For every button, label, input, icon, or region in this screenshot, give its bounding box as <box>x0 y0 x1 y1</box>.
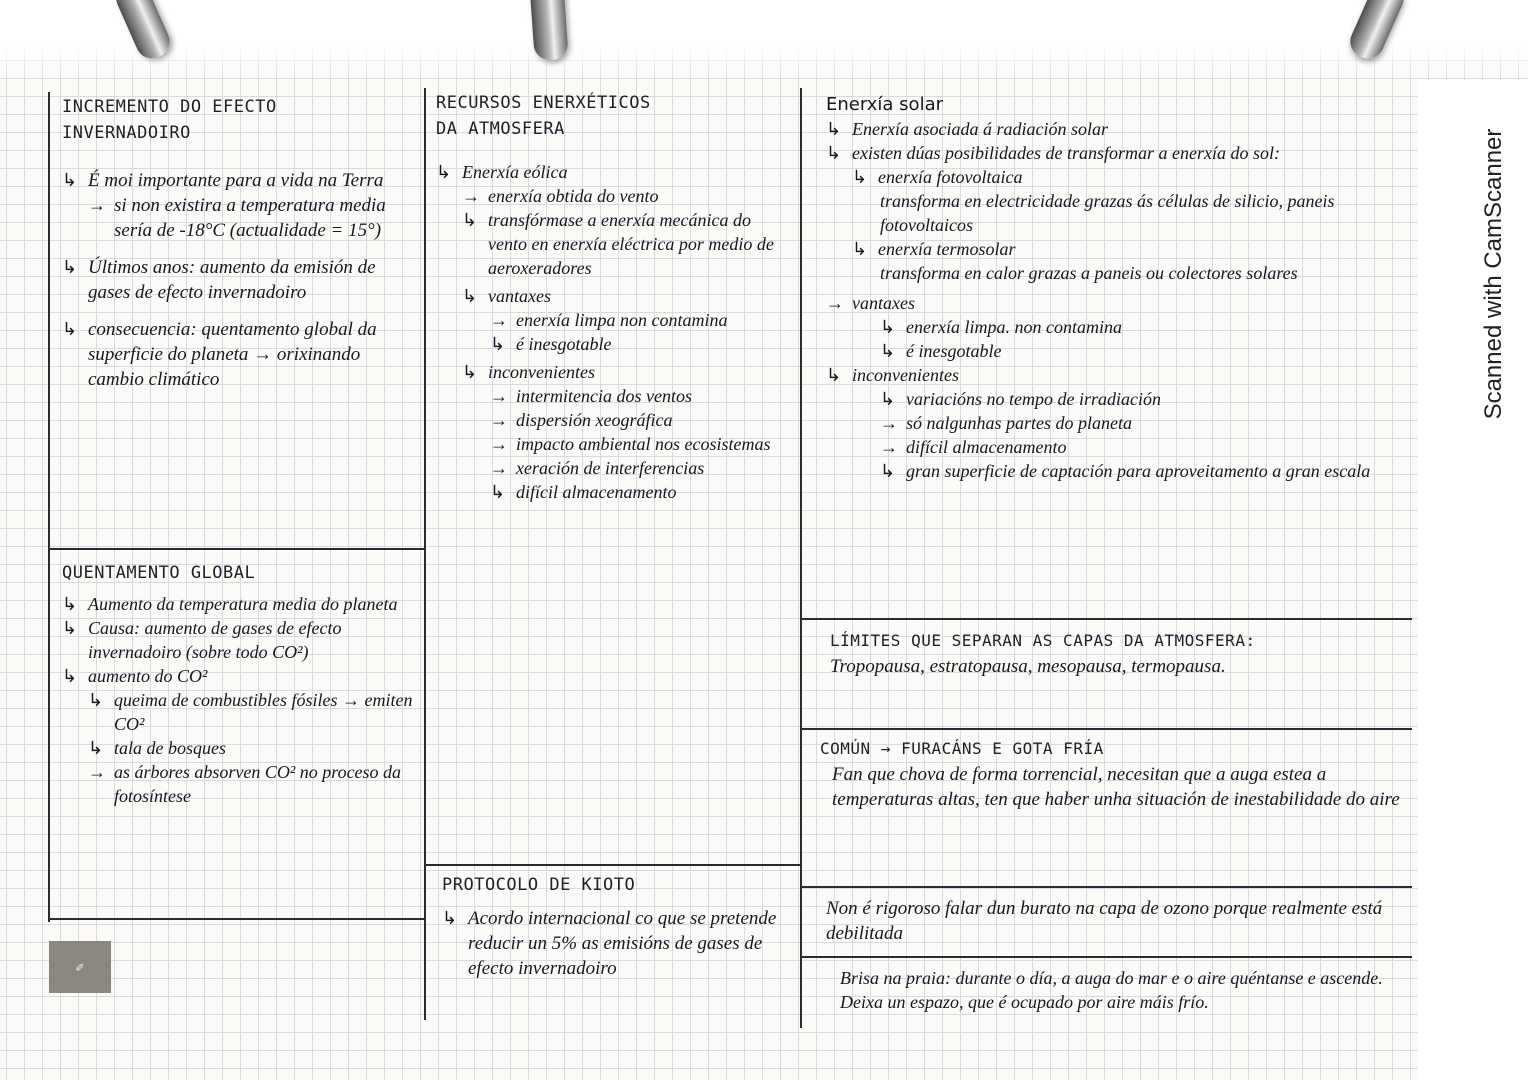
arrow-icon: ↳ <box>62 319 78 339</box>
arrow-icon: ↳ <box>88 690 104 710</box>
section-heading: INCREMENTO DO EFECTO INVERNADOIRO <box>62 97 277 143</box>
logo-stamp: ✎ <box>49 941 111 993</box>
arrow-icon: ↳ <box>490 482 506 502</box>
section-divider <box>802 886 1412 888</box>
arrow-icon: ↳ <box>826 143 842 163</box>
list-item: ↳ Enerxía eólica <box>436 162 568 182</box>
list-item: → xeración de interferencias <box>490 458 705 478</box>
section-heading: COMÚN → FURACÁNS E GOTA FRÍA <box>820 739 1104 758</box>
global-warming-section <box>62 560 418 808</box>
list-item: → dispersión xeográfica <box>490 410 673 430</box>
arrow-icon: ↳ <box>852 239 868 259</box>
list-item: → vantaxes <box>826 293 915 313</box>
section-divider <box>426 864 800 866</box>
arrow-icon: ↳ <box>62 257 78 277</box>
arrow-icon: ↳ <box>826 365 842 385</box>
note-text: Non é rigoroso falar dun burato na capa de ozono porque realmente está debilitada <box>826 898 1383 944</box>
list-item: transforma en calor grazas a paneis ou colectores solares <box>880 263 1298 283</box>
arrow-icon: → <box>490 310 508 330</box>
arrow-icon: ↳ <box>880 389 896 409</box>
list-item: ↳ enerxía termosolar <box>852 239 1016 259</box>
section-heading: PROTOCOLO DE KIOTO <box>442 875 636 895</box>
arrow-icon: → <box>880 413 898 433</box>
scanner-watermark: Scanned with CamScanner <box>1480 128 1507 420</box>
list-item: ↳ vantaxes <box>462 286 551 306</box>
list-item: ↳ gran superficie de captación para aproveitamento a gran escala <box>880 461 1371 481</box>
arrow-icon: → <box>88 762 106 782</box>
list-item: → só nalgunhas partes do planeta <box>880 413 1133 433</box>
column-divider <box>48 92 50 922</box>
list-item: ↳ difícil almacenamento <box>490 482 677 502</box>
section-body <box>436 160 794 504</box>
list-item: ↳ inconvenientes <box>826 365 959 385</box>
arrow-icon: ↳ <box>62 594 78 614</box>
arrow-icon: ↳ <box>436 162 452 182</box>
list-item: → enerxía obtida do vento <box>462 186 659 206</box>
greenhouse-effect-section <box>62 94 412 392</box>
arrow-icon: ↳ <box>442 908 458 928</box>
list-item: → si non existira a temperatura media sería de -18°C (actualidade = 15°) <box>88 195 386 241</box>
sea-breeze-note <box>840 966 1406 1014</box>
list-item: → difícil almacenamento <box>880 437 1067 457</box>
page-top-edge <box>0 0 1528 80</box>
section-divider <box>802 728 1412 730</box>
section-body <box>62 592 418 808</box>
list-item: ↳ Causa: aumento de gases de efecto invernadoiro (sobre todo CO²) <box>62 618 342 662</box>
hurricanes-section <box>820 736 1400 812</box>
arrow-icon: ↳ <box>62 618 78 638</box>
atmosphere-limits-section <box>830 628 1410 679</box>
list-item: ↳ tala de bosques <box>88 738 226 758</box>
section-divider <box>48 918 424 920</box>
arrow-icon: → <box>490 434 508 454</box>
list-item: ↳ enerxía limpa. non contamina <box>880 317 1122 337</box>
arrow-icon: ↳ <box>880 341 896 361</box>
column-divider <box>424 88 426 1020</box>
section-body <box>442 906 792 981</box>
arrow-icon: ↳ <box>62 666 78 686</box>
arrow-icon: ↳ <box>880 461 896 481</box>
arrow-icon: ↳ <box>88 738 104 758</box>
list-item: ↳ aumento do CO² <box>62 666 208 686</box>
arrow-icon: → <box>490 386 508 406</box>
list-item: ↳ inconvenientes <box>462 362 595 382</box>
list-item: ↳ Enerxía asociada á radiación solar <box>826 119 1108 139</box>
list-item: ↳ É moi importante para a vida na Terra <box>62 170 384 191</box>
section-divider <box>48 548 424 550</box>
section-heading: RECURSOS ENERXÉTICOS DA ATMOSFERA <box>436 93 651 139</box>
arrow-icon: → <box>880 437 898 457</box>
section-body: Tropopausa, estratopausa, mesopausa, termopausa. <box>830 656 1226 677</box>
list-item: ↳ é inesgotable <box>490 334 612 354</box>
arrow-icon: ↳ <box>880 317 896 337</box>
list-item: ↳ é inesgotable <box>880 341 1002 361</box>
arrow-icon: → <box>462 186 480 206</box>
list-item: → impacto ambiental nos ecosistemas <box>490 434 771 454</box>
arrow-icon: → <box>490 458 508 478</box>
list-item: ↳ Acordo internacional co que se pretende reducir un 5% as emisións de gases de efecto invernadoiro <box>442 908 777 979</box>
arrow-icon: ↳ <box>462 210 478 230</box>
list-item: → as árbores absorven CO² no proceso da fotosíntese <box>88 762 402 806</box>
list-item: ↳ Aumento da temperatura media do planeta <box>62 594 398 614</box>
list-item: ↳ consecuencia: quentamento global da superficie do planeta → orixinando cambio climático <box>62 319 377 390</box>
list-item: ↳ transfórmase a enerxía mecánica do vento en enerxía eléctrica por medio de aeroxeradores <box>462 210 774 278</box>
list-item: transforma en electricidade grazas ás células de silicio, paneis fotovoltaicos <box>880 191 1335 235</box>
arrow-icon: ↳ <box>62 170 78 190</box>
arrow-icon: ↳ <box>826 119 842 139</box>
section-heading: Enerxía solar <box>826 94 943 115</box>
list-item: ↳ Últimos anos: aumento da emisión de gases de efecto invernadoiro <box>62 257 376 303</box>
section-body <box>62 168 412 392</box>
solar-energy-section <box>826 92 1406 483</box>
section-heading: QUENTAMENTO GLOBAL <box>62 563 256 583</box>
arrow-icon: ↳ <box>852 167 868 187</box>
kyoto-protocol-section <box>442 872 792 981</box>
list-item: ↳ variacións no tempo de irradiación <box>880 389 1161 409</box>
section-body: Fan que chova de forma torrencial, necesitan que a auga estea a temperaturas altas, ten que haber unha situación de inestabilidade do aire <box>832 764 1400 810</box>
section-divider <box>802 956 1412 958</box>
section-heading: LÍMITES QUE SEPARAN AS CAPAS DA ATMOSFERA: <box>830 631 1256 650</box>
ozone-note <box>826 896 1406 946</box>
arrow-icon: → <box>826 293 844 313</box>
arrow-icon: ↳ <box>462 286 478 306</box>
list-item: → intermitencia dos ventos <box>490 386 692 406</box>
section-body <box>826 117 1406 483</box>
section-divider <box>802 618 1412 620</box>
binder-ring <box>529 0 568 61</box>
list-item: ↳ queima de combustibles fósiles → emiten CO² <box>88 690 413 734</box>
list-item: → enerxía limpa non contamina <box>490 310 728 330</box>
energy-resources-section <box>436 90 794 504</box>
list-item: ↳ existen dúas posibilidades de transformar a enerxía do sol: <box>826 143 1280 163</box>
arrow-icon: ↳ <box>462 362 478 382</box>
list-item: ↳ enerxía fotovoltaica <box>852 167 1023 187</box>
arrow-icon: → <box>88 195 106 215</box>
arrow-icon: ↳ <box>490 334 506 354</box>
arrow-icon: → <box>490 410 508 430</box>
note-text: Brisa na praia: durante o día, a auga do mar e o aire quéntanse e ascende. Deixa un espazo, que é ocupado por aire máis frío. <box>840 968 1383 1012</box>
